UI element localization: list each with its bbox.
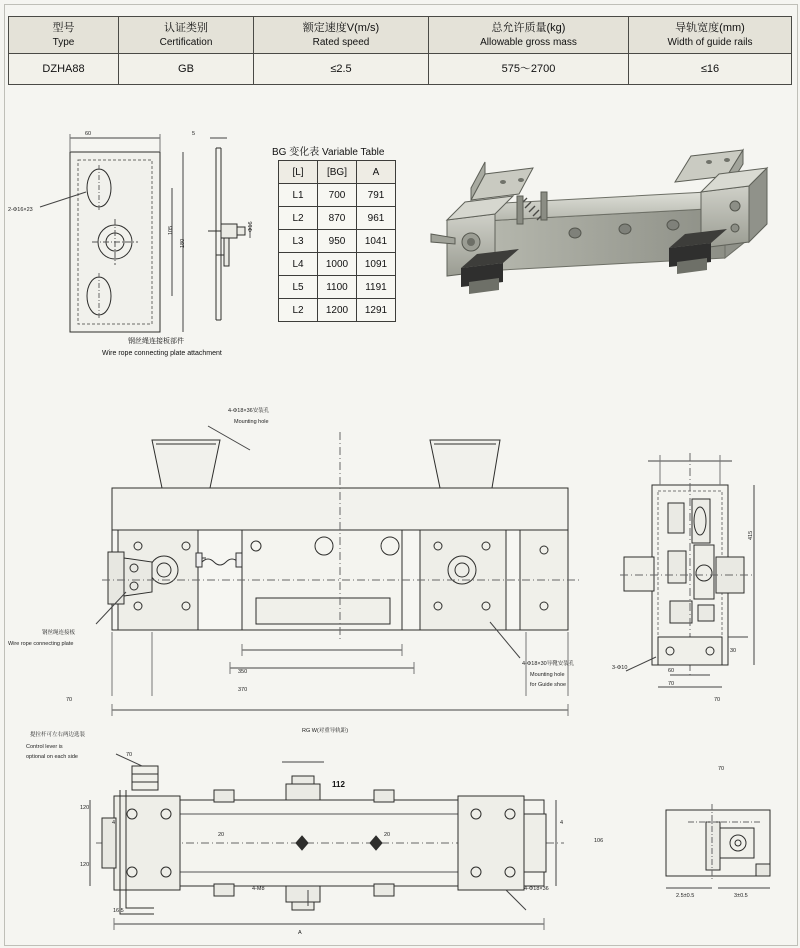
rope-plate-dim-phi16: Φ16 [248,221,254,232]
bg-cell-a: 1191 [357,276,396,299]
side-dim-70: 70 [668,681,675,687]
side-view [612,425,782,695]
bg-row [279,276,396,299]
bg-cell-l: L2 [279,207,318,230]
bg-cell-l: L1 [279,184,318,207]
bg-cell-bg: 1000 [318,253,357,276]
spec-table-row [9,54,792,85]
spec-col-rail-width-cn: 导轨宽度(mm) [675,22,745,34]
spec-col-rail-width-en: Width of guide rails [667,36,753,48]
rope-plate-dim-105: 105 [168,225,174,235]
bg-cell-l: L4 [279,253,318,276]
spec-col-rated-speed [254,17,429,54]
guide-shoe-note-cn: 4-Φ18×30导靴安装孔 [522,661,575,667]
spec-table-header-row [9,17,792,54]
spec-value-rated-speed: ≤2.5 [254,54,429,85]
spec-table [8,16,792,85]
bg-cell-bg: 1200 [318,299,357,322]
hole-4-18x36: 4-Φ18×36 [524,886,549,892]
assembly-photo [425,130,770,295]
spec-col-gross-mass-cn: 总允许质量(kg) [491,22,566,34]
rope-plate-note-cn: 钢丝绳连接板 [42,630,76,636]
lever-note-cn: 提拉杆可左右两边选装 [30,732,86,738]
spec-col-gross-mass-en: Allowable gross mass [480,36,577,48]
spec-col-certification-en: Certification [159,36,213,48]
bg-variable-table [278,160,396,322]
dim-350: 350 [238,669,248,675]
bg-table-title [272,143,384,158]
spec-col-rail-width [629,17,792,54]
main-front-view [90,410,650,720]
bg-cell-bg: 1100 [318,276,357,299]
bg-header-row [279,161,396,184]
spec-col-gross-mass [429,17,629,54]
dim-20b: 20 [384,832,391,838]
side-note-3-phi10: 3-Φ10 [612,665,628,671]
bg-table-title-en: Variable Table [322,147,385,158]
dim-120-bottom: 120 [80,862,90,868]
detail-tol-1: 2.5±0.5 [676,893,695,899]
bg-col-l: [L] [279,161,318,184]
dim-70-mid: 70 [126,752,133,758]
bg-cell-a: 961 [357,207,396,230]
bg-cell-a: 1041 [357,230,396,253]
guide-shoe-note-en1: Mounting hole [530,672,565,678]
bg-cell-bg: 950 [318,230,357,253]
dim-370: 370 [238,687,248,693]
dim-rgw: RG W(对重导轨距) [302,728,349,734]
hole-4-m8: 4-M8 [252,886,265,892]
rope-plate-dim-5: 5 [192,131,196,137]
bg-cell-l: L5 [279,276,318,299]
side-dim-415: 415 [748,530,754,540]
bg-row [279,299,396,322]
spec-col-type-en: Type [52,36,75,48]
side-dim-60: 60 [668,668,675,674]
mount-hole-note-en: Mounting hole [234,419,269,425]
rope-plate-caption-en: Wire rope connecting plate attachment [102,350,222,357]
bg-cell-a: 791 [357,184,396,207]
rope-plate-note-en: Wire rope connecting plate [8,641,74,647]
bg-row [279,230,396,253]
bg-row [279,253,396,276]
rope-plate-caption-cn: 钢丝绳连接板部件 [128,338,184,345]
dim-4: 4 [112,820,116,826]
rope-plate-detail-drawing [20,120,270,360]
spec-col-type [9,17,119,54]
bg-cell-a: 1091 [357,253,396,276]
rope-plate-dim-180: 180 [180,238,186,248]
spec-value-gross-mass: 575～2700 [429,54,629,85]
side-dim-30: 30 [730,648,737,654]
detail-tol-2: 3±0.5 [734,893,748,899]
bg-row [279,184,396,207]
dim-70-right2: 70 [718,766,725,772]
bg-col-bg: [BG] [318,161,357,184]
bg-cell-l: L2 [279,299,318,322]
rope-plate-dim-60: 60 [85,131,92,137]
dim-120-top: 120 [80,805,90,811]
dim-70-left: 70 [66,697,73,703]
spec-col-rated-speed-en: Rated speed [312,36,370,48]
dim-112: 112 [332,780,345,789]
bg-cell-l: L3 [279,230,318,253]
dim-70-right: 70 [714,697,721,703]
bg-row [279,207,396,230]
rope-plate-hole-note: 2-Φ16×23 [8,207,33,213]
spec-value-rail-width: ≤16 [629,54,792,85]
dim-20: 20 [218,832,225,838]
guide-shoe-note-en2: for Guide shoe [530,682,567,688]
mount-hole-note-cn: 4-Φ18×36安装孔 [228,408,270,414]
spec-value-type: DZHA88 [9,54,119,85]
bottom-plan-view [86,740,646,935]
bg-cell-a: 1291 [357,299,396,322]
spec-col-certification [119,17,254,54]
bg-cell-bg: 700 [318,184,357,207]
spec-value-certification: GB [119,54,254,85]
spec-col-certification-cn: 认证类别 [164,22,208,34]
bg-table-title-cn: BG 变化表 [272,147,320,158]
spec-col-rated-speed-cn: 额定速度V(m/s) [302,22,380,34]
dim-165: 16.5 [113,908,124,914]
dim-A: A [298,930,302,936]
lever-note-en1: Control lever is [26,744,63,750]
dim-106: 106 [594,838,604,844]
lever-note-en2: optional on each side [26,754,78,760]
bg-cell-bg: 870 [318,207,357,230]
spec-col-type-cn: 型号 [52,22,75,34]
bg-col-a: A [357,161,396,184]
dim-4b: 4 [560,820,564,826]
